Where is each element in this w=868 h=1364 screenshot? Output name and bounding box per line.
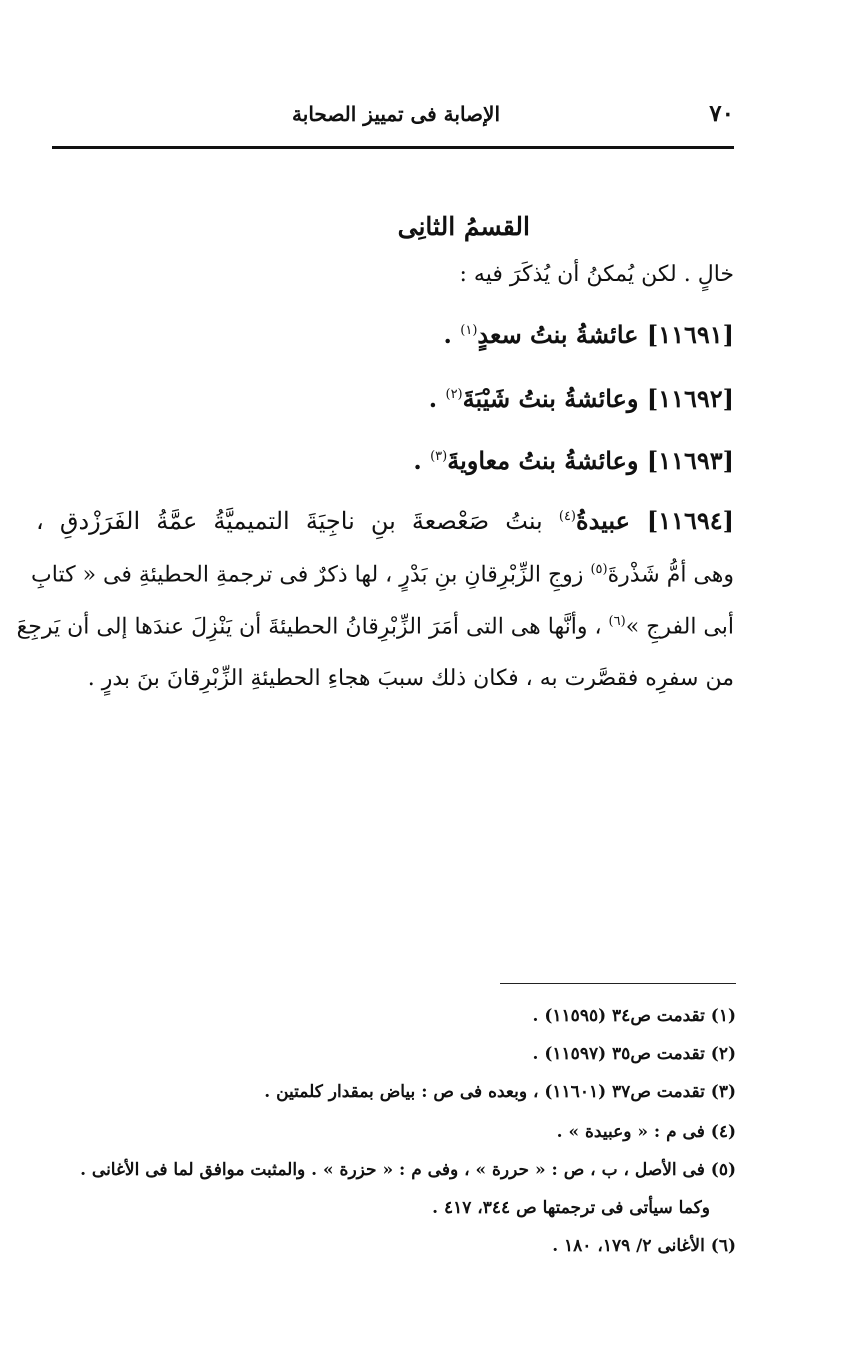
footnote-ref: (٥) (590, 562, 608, 577)
entry-11693 (413, 446, 734, 475)
footnote-ref: (٤) (558, 509, 576, 524)
footnote-6: (٦) الأغانى ٢/ ١٧٩، ١٨٠ . (552, 1236, 736, 1256)
footnote-3: (٣) تقدمت ص٣٧ (١١٦٠١) ، وبعده فى ص : بياض بمقدار كلمتين . (264, 1082, 736, 1102)
footnote-2: (٢) تقدمت ص٣٥ (١١٥٩٧) . (532, 1044, 736, 1064)
footnote-ref: (١) (460, 323, 478, 338)
entry-text: وعائشةُ بنتُ شَيْبَةَ (462, 384, 639, 413)
entry-end: . (428, 384, 446, 413)
entry-11692 (429, 384, 734, 413)
entry-number: [١١٦٩١] (646, 320, 734, 349)
entry-number: [١١٦٩٤] (646, 506, 734, 535)
footnote-5: (٥) فى الأصل ، ب ، ص : « حررة » ، وفى م : « حزرة » . والمثبت موافق لما فى الأغانى . (80, 1160, 736, 1180)
page-header (52, 96, 734, 136)
entry-number: [١١٦٩٢] (646, 384, 734, 413)
paragraph-text: زوجِ الزِّبْرِقانِ بنِ بَدْرٍ ، لها ذكرٌ فى ترجمةِ الحطيئةِ فى « كتابِ (31, 562, 584, 588)
footnote-ref: (٦) (608, 614, 626, 629)
entry-11691 (444, 320, 734, 349)
paragraph-text: وهى أمُّ شَذْرةَ (607, 562, 734, 588)
entry-name: عبيدةُ (576, 506, 630, 535)
entry-11694-line-4: من سفرِه فقصَّرت به ، فكان ذلك سببَ هجاءِ الحطيئةِ الزِّبْرِقانَ بنَ بدرٍ . (87, 666, 734, 691)
entry-number: [١١٦٩٣] (646, 446, 734, 475)
page-number: ٧٠ (709, 100, 734, 127)
footnote-separator (500, 983, 736, 984)
paragraph-text: ، وأنَّها هى التى أمَرَ الزِّبْرِقانُ الحطيئةَ أن يَنْزِلَ عندَها إلى أن يَرجِعَ (16, 614, 602, 640)
entry-11694-line-1 (36, 506, 734, 535)
intro-line: خالٍ . لكن يُمكنُ أن يُذكَرَ فيه : (459, 262, 734, 287)
entry-end: . (443, 320, 461, 349)
header-rule (52, 146, 734, 149)
paragraph-text: أبى الفرجِ » (625, 614, 734, 640)
footnote-ref: (٣) (430, 449, 448, 464)
entry-11694-line-2 (31, 562, 734, 588)
section-title: القسمُ الثانِى (397, 212, 530, 241)
footnote-1: (١) تقدمت ص٣٤ (١١٥٩٥) . (532, 1006, 736, 1026)
entry-text: بنتُ صَعْصعةَ بنِ ناجِيَةَ التميميَّةُ عمَّةُ الفَرَزْدقِ ، (36, 507, 543, 535)
running-title: الإصابة فى تمييز الصحابة (292, 102, 500, 126)
footnote-4: (٤) فى م : « وعبيدة » . (556, 1122, 736, 1142)
entry-end: . (413, 446, 431, 475)
entry-text: عائشةُ بنتُ سعدٍ (477, 320, 639, 349)
entry-text: وعائشةُ بنتُ معاويةَ (447, 446, 639, 475)
entry-11694-line-3 (16, 614, 734, 640)
footnote-ref: (٢) (445, 387, 463, 402)
footnote-5-continuation: وكما سيأتى فى ترجمتها ص ٣٤٤، ٤١٧ . (432, 1198, 710, 1218)
